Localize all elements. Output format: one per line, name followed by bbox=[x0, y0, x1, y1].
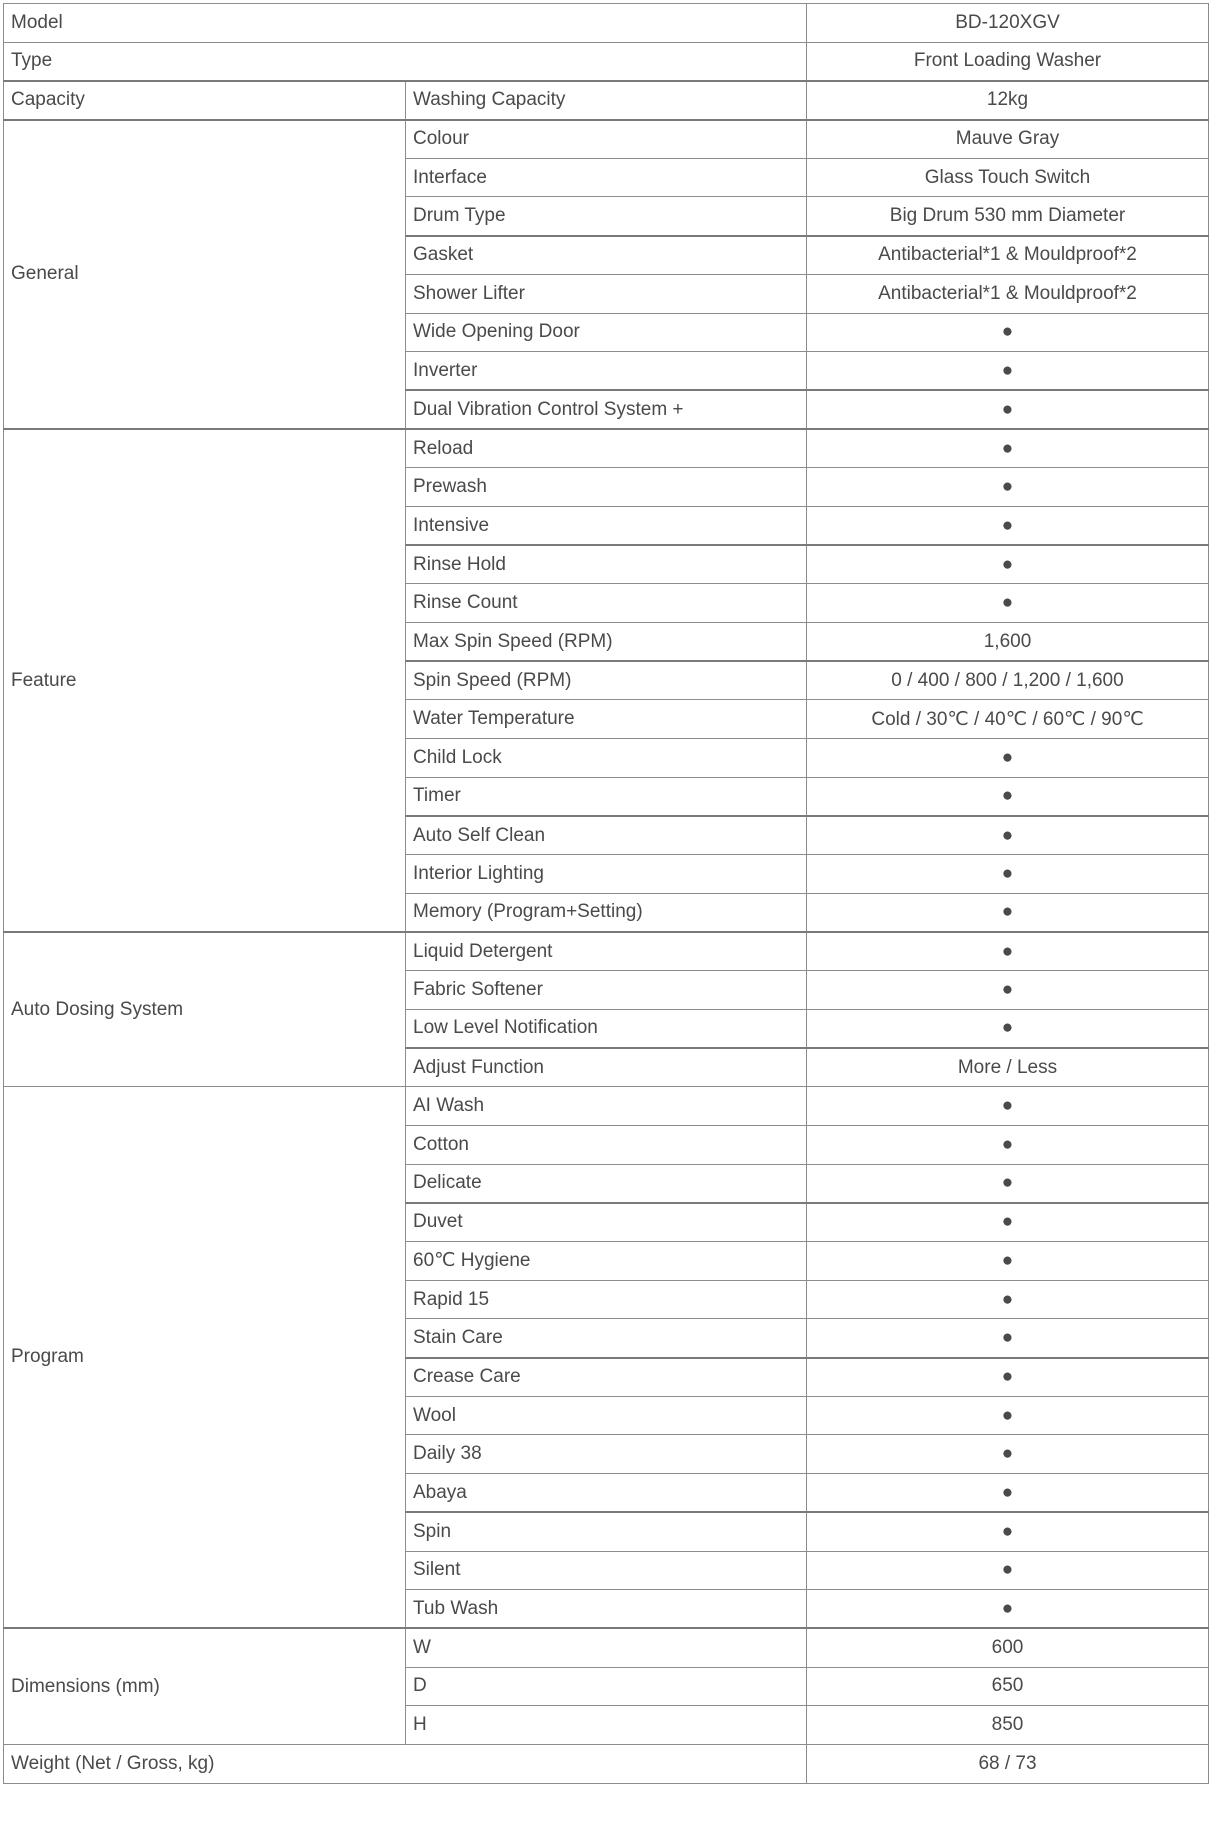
spec-value-adjust-function: More / Less bbox=[807, 1048, 1209, 1087]
table-row bbox=[4, 1628, 1209, 1667]
group-label-auto-dosing-system: Auto Dosing System bbox=[4, 932, 406, 1087]
table-row bbox=[4, 1744, 1209, 1783]
spec-label-colour: Colour bbox=[406, 120, 807, 159]
spec-label-timer: Timer bbox=[406, 777, 807, 816]
spec-label-water-temperature: Water Temperature bbox=[406, 700, 807, 739]
spec-label-child-lock: Child Lock bbox=[406, 739, 807, 778]
spec-label-reload: Reload bbox=[406, 429, 807, 468]
spec-value-max-spin-speed-rpm: 1,600 bbox=[807, 623, 1209, 662]
spec-value-silent: ● bbox=[807, 1551, 1209, 1590]
spec-label-wool: Wool bbox=[406, 1396, 807, 1435]
spec-value-weight-net-gross-kg: 68 / 73 bbox=[807, 1744, 1209, 1783]
spec-value-liquid-detergent: ● bbox=[807, 932, 1209, 971]
group-label-feature: Feature bbox=[4, 429, 406, 932]
spec-label-rapid-15: Rapid 15 bbox=[406, 1280, 807, 1319]
spec-label-d: D bbox=[406, 1667, 807, 1706]
group-label-dimensions-mm: Dimensions (mm) bbox=[4, 1628, 406, 1744]
spec-label-fabric-softener: Fabric Softener bbox=[406, 971, 807, 1010]
spec-label-low-level-notification: Low Level Notification bbox=[406, 1009, 807, 1048]
spec-value-60-hygiene: ● bbox=[807, 1242, 1209, 1281]
spec-label-liquid-detergent: Liquid Detergent bbox=[406, 932, 807, 971]
spec-label-interior-lighting: Interior Lighting bbox=[406, 855, 807, 894]
spec-value-tub-wash: ● bbox=[807, 1590, 1209, 1629]
spec-label-adjust-function: Adjust Function bbox=[406, 1048, 807, 1087]
spec-value-duvet: ● bbox=[807, 1203, 1209, 1242]
spec-value-low-level-notification: ● bbox=[807, 1009, 1209, 1048]
spec-value-crease-care: ● bbox=[807, 1358, 1209, 1397]
spec-value-rapid-15: ● bbox=[807, 1280, 1209, 1319]
spec-label-tub-wash: Tub Wash bbox=[406, 1590, 807, 1629]
group-label-capacity: Capacity bbox=[4, 81, 406, 120]
spec-value-ai-wash: ● bbox=[807, 1087, 1209, 1126]
group-label-general: General bbox=[4, 120, 406, 430]
spec-label-h: H bbox=[406, 1706, 807, 1745]
spec-label-inverter: Inverter bbox=[406, 352, 807, 391]
spec-value-gasket: Antibacterial*1 & Mouldproof*2 bbox=[807, 236, 1209, 275]
table-row bbox=[4, 429, 1209, 468]
spec-label-drum-type: Drum Type bbox=[406, 197, 807, 236]
spec-value-cotton: ● bbox=[807, 1125, 1209, 1164]
spec-label-w: W bbox=[406, 1628, 807, 1667]
spec-value-wool: ● bbox=[807, 1396, 1209, 1435]
spec-table-body bbox=[4, 4, 1209, 1784]
spec-label-rinse-hold: Rinse Hold bbox=[406, 545, 807, 584]
spec-value-reload: ● bbox=[807, 429, 1209, 468]
spec-value-washing-capacity: 12kg bbox=[807, 81, 1209, 120]
spec-value-rinse-count: ● bbox=[807, 584, 1209, 623]
spec-label-model: Model bbox=[4, 4, 807, 43]
spec-value-w: 600 bbox=[807, 1628, 1209, 1667]
spec-value-wide-opening-door: ● bbox=[807, 313, 1209, 352]
table-row bbox=[4, 1087, 1209, 1126]
spec-value-colour: Mauve Gray bbox=[807, 120, 1209, 159]
spec-label-dual-vibration-control-system: Dual Vibration Control System + bbox=[406, 390, 807, 429]
spec-value-intensive: ● bbox=[807, 506, 1209, 545]
spec-label-rinse-count: Rinse Count bbox=[406, 584, 807, 623]
spec-table bbox=[3, 3, 1209, 1784]
spec-value-prewash: ● bbox=[807, 468, 1209, 507]
spec-label-crease-care: Crease Care bbox=[406, 1358, 807, 1397]
spec-label-stain-care: Stain Care bbox=[406, 1319, 807, 1358]
spec-label-silent: Silent bbox=[406, 1551, 807, 1590]
table-row bbox=[4, 120, 1209, 159]
spec-value-rinse-hold: ● bbox=[807, 545, 1209, 584]
spec-value-inverter: ● bbox=[807, 352, 1209, 391]
table-row bbox=[4, 932, 1209, 971]
spec-label-delicate: Delicate bbox=[406, 1164, 807, 1203]
table-row bbox=[4, 42, 1209, 81]
spec-value-interior-lighting: ● bbox=[807, 855, 1209, 894]
group-label-program: Program bbox=[4, 1087, 406, 1629]
spec-label-type: Type bbox=[4, 42, 807, 81]
spec-label-60-hygiene: 60℃ Hygiene bbox=[406, 1242, 807, 1281]
spec-value-model: BD-120XGV bbox=[807, 4, 1209, 43]
spec-label-auto-self-clean: Auto Self Clean bbox=[406, 816, 807, 855]
spec-label-cotton: Cotton bbox=[406, 1125, 807, 1164]
spec-label-duvet: Duvet bbox=[406, 1203, 807, 1242]
spec-value-delicate: ● bbox=[807, 1164, 1209, 1203]
spec-label-weight-net-gross-kg: Weight (Net / Gross, kg) bbox=[4, 1744, 807, 1783]
spec-label-spin-speed-rpm: Spin Speed (RPM) bbox=[406, 661, 807, 700]
spec-value-auto-self-clean: ● bbox=[807, 816, 1209, 855]
spec-value-timer: ● bbox=[807, 777, 1209, 816]
spec-value-child-lock: ● bbox=[807, 739, 1209, 778]
spec-value-shower-lifter: Antibacterial*1 & Mouldproof*2 bbox=[807, 274, 1209, 313]
spec-value-d: 650 bbox=[807, 1667, 1209, 1706]
spec-label-intensive: Intensive bbox=[406, 506, 807, 545]
table-row bbox=[4, 81, 1209, 120]
spec-label-daily-38: Daily 38 bbox=[406, 1435, 807, 1474]
spec-value-memory-program-setting: ● bbox=[807, 893, 1209, 932]
spec-value-type: Front Loading Washer bbox=[807, 42, 1209, 81]
spec-label-washing-capacity: Washing Capacity bbox=[406, 81, 807, 120]
spec-value-spin: ● bbox=[807, 1512, 1209, 1551]
spec-label-memory-program-setting: Memory (Program+Setting) bbox=[406, 893, 807, 932]
spec-value-h: 850 bbox=[807, 1706, 1209, 1745]
spec-label-shower-lifter: Shower Lifter bbox=[406, 274, 807, 313]
spec-label-interface: Interface bbox=[406, 158, 807, 197]
spec-label-abaya: Abaya bbox=[406, 1474, 807, 1513]
spec-label-wide-opening-door: Wide Opening Door bbox=[406, 313, 807, 352]
spec-value-drum-type: Big Drum 530 mm Diameter bbox=[807, 197, 1209, 236]
spec-value-daily-38: ● bbox=[807, 1435, 1209, 1474]
spec-label-prewash: Prewash bbox=[406, 468, 807, 507]
spec-value-stain-care: ● bbox=[807, 1319, 1209, 1358]
spec-label-gasket: Gasket bbox=[406, 236, 807, 275]
spec-label-max-spin-speed-rpm: Max Spin Speed (RPM) bbox=[406, 623, 807, 662]
spec-value-interface: Glass Touch Switch bbox=[807, 158, 1209, 197]
spec-value-abaya: ● bbox=[807, 1474, 1209, 1513]
spec-value-fabric-softener: ● bbox=[807, 971, 1209, 1010]
spec-label-ai-wash: AI Wash bbox=[406, 1087, 807, 1126]
spec-value-dual-vibration-control-system: ● bbox=[807, 390, 1209, 429]
spec-value-spin-speed-rpm: 0 / 400 / 800 / 1,200 / 1,600 bbox=[807, 661, 1209, 700]
spec-label-spin: Spin bbox=[406, 1512, 807, 1551]
table-row bbox=[4, 4, 1209, 43]
spec-value-water-temperature: Cold / 30℃ / 40℃ / 60℃ / 90℃ bbox=[807, 700, 1209, 739]
